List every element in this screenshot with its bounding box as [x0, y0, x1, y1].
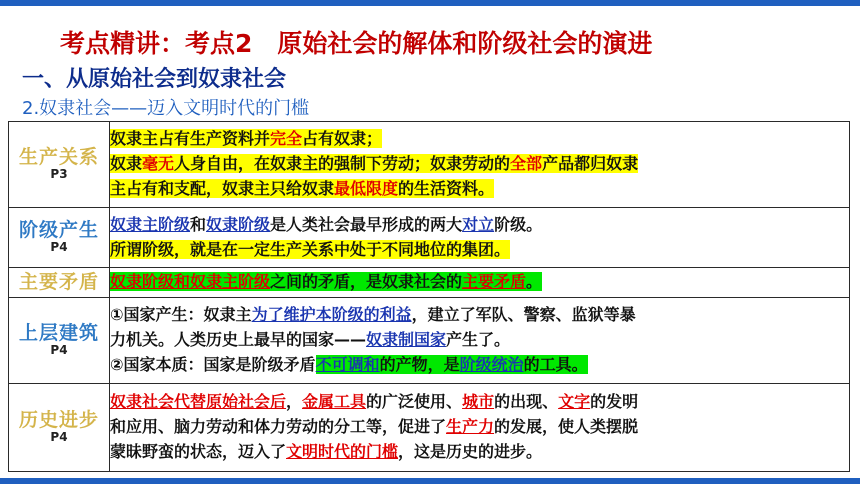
table-row-class-origin — [9, 208, 850, 268]
page-ref: P4 — [50, 343, 68, 358]
text-segment: 人身自由，在奴隶主的强制下劳动；奴隶劳动的 — [174, 154, 511, 174]
text-segment: ， — [286, 392, 303, 412]
text-segment: 是人类社会最早形成的两大 — [270, 214, 463, 234]
text-segment: 产生了。 — [446, 330, 511, 350]
text-segment: 的发展，使人类摆脱 — [494, 417, 639, 437]
table-row-historical-progress — [9, 384, 850, 472]
text-segment: 产品都归奴隶 — [542, 154, 639, 174]
emphasis-text: 毫无 — [142, 154, 175, 174]
text-segment: 蒙昧野蛮的状态，迈入了 — [110, 441, 287, 461]
text-segment: 。 — [526, 272, 543, 292]
top-rule — [0, 0, 860, 6]
row-label: 历史进步 — [18, 409, 99, 432]
emphasis-text: 阶级统治 — [459, 354, 524, 374]
row-label-cell — [9, 122, 110, 208]
text-segment: 之间的矛盾，是奴隶社会的 — [270, 272, 463, 292]
emphasis-text: 不可调和 — [315, 354, 380, 374]
emphasis-text: 对立 — [462, 214, 495, 234]
subsection-heading: 2.奴隶社会——迈入文明时代的门槛 — [22, 98, 310, 119]
row-content — [110, 298, 850, 384]
text-segment: 的广泛使用、 — [366, 392, 463, 412]
text-segment: 的发明 — [590, 392, 639, 412]
emphasis-text: 文字 — [558, 392, 591, 412]
emphasis-text: 奴隶阶级和奴隶主阶级 — [110, 272, 271, 292]
text-segment: ①国家产生：奴隶主 — [110, 305, 252, 325]
row-label: 主要矛盾 — [18, 271, 99, 294]
emphasis-text: 主要矛盾 — [462, 272, 527, 292]
emphasis-text: 全部 — [510, 154, 543, 174]
row-label-cell — [9, 384, 110, 472]
emphasis-text: 奴隶主阶级 — [110, 214, 191, 234]
emphasis-text: 为了维护本阶级的利益 — [251, 305, 412, 325]
text-segment: 所谓阶级，就是在一定生产关系中处于不同地位的集团。 — [110, 239, 511, 259]
emphasis-text: 文明时代的门槛 — [286, 441, 399, 461]
row-label: 上层建筑 — [18, 322, 99, 345]
row-label-cell — [9, 208, 110, 268]
bottom-rule — [0, 478, 860, 484]
emphasis-text: 生产力 — [446, 417, 495, 437]
row-label: 阶级产生 — [18, 219, 99, 242]
page-ref: P4 — [50, 240, 68, 255]
row-label: 生产关系 — [18, 146, 99, 169]
text-segment: 和应用、脑力劳动和体力劳动的分工等，促进了 — [110, 417, 447, 437]
summary-table — [8, 121, 850, 472]
emphasis-text: 奴隶阶级 — [206, 214, 271, 234]
text-segment: 奴隶 — [110, 154, 143, 174]
row-label-cell — [9, 298, 110, 384]
text-segment: 主占有和支配，奴隶主只给奴隶 — [110, 178, 335, 198]
emphasis-text: 完全 — [270, 129, 303, 149]
row-content — [110, 208, 850, 268]
slide-title: 考点精讲：考点2 原始社会的解体和阶级社会的演进 — [60, 29, 653, 58]
table-row-main-contradiction — [9, 268, 850, 298]
emphasis-text: 奴隶制国家 — [366, 330, 447, 350]
text-segment: 阶级。 — [494, 214, 543, 234]
section-heading: 一、从原始社会到奴隶社会 — [22, 67, 287, 92]
text-segment: ，建立了军队、警察、监狱等暴 — [411, 305, 636, 325]
row-content — [110, 268, 850, 298]
text-segment: 奴隶主占有生产资料并 — [110, 129, 271, 149]
text-segment: 的工具。 — [523, 354, 588, 374]
page-ref: P3 — [50, 167, 68, 182]
emphasis-text: 奴隶社会代替原始社会后 — [110, 392, 287, 412]
text-segment: 占有奴隶； — [302, 129, 383, 149]
row-label-cell — [9, 268, 110, 298]
emphasis-text: 金属工具 — [302, 392, 367, 412]
emphasis-text: 城市 — [462, 392, 495, 412]
emphasis-text: 最低限度 — [334, 178, 399, 198]
row-content — [110, 384, 850, 472]
text-segment: 力机关。人类历史上最早的国家—— — [110, 330, 367, 350]
table-row-superstructure — [9, 298, 850, 384]
text-segment: ，这是历史的进步。 — [398, 441, 543, 461]
text-segment: 的生活资料。 — [398, 178, 495, 198]
table-row-production-relations — [9, 122, 850, 208]
text-segment: 的出现、 — [494, 392, 559, 412]
text-segment: ②国家本质：国家是阶级矛盾 — [110, 354, 316, 374]
text-segment — [110, 129, 382, 148]
text-segment: 和 — [190, 214, 207, 234]
row-content — [110, 122, 850, 208]
page-ref: P4 — [50, 430, 68, 445]
text-segment: 的产物，是 — [379, 354, 460, 374]
